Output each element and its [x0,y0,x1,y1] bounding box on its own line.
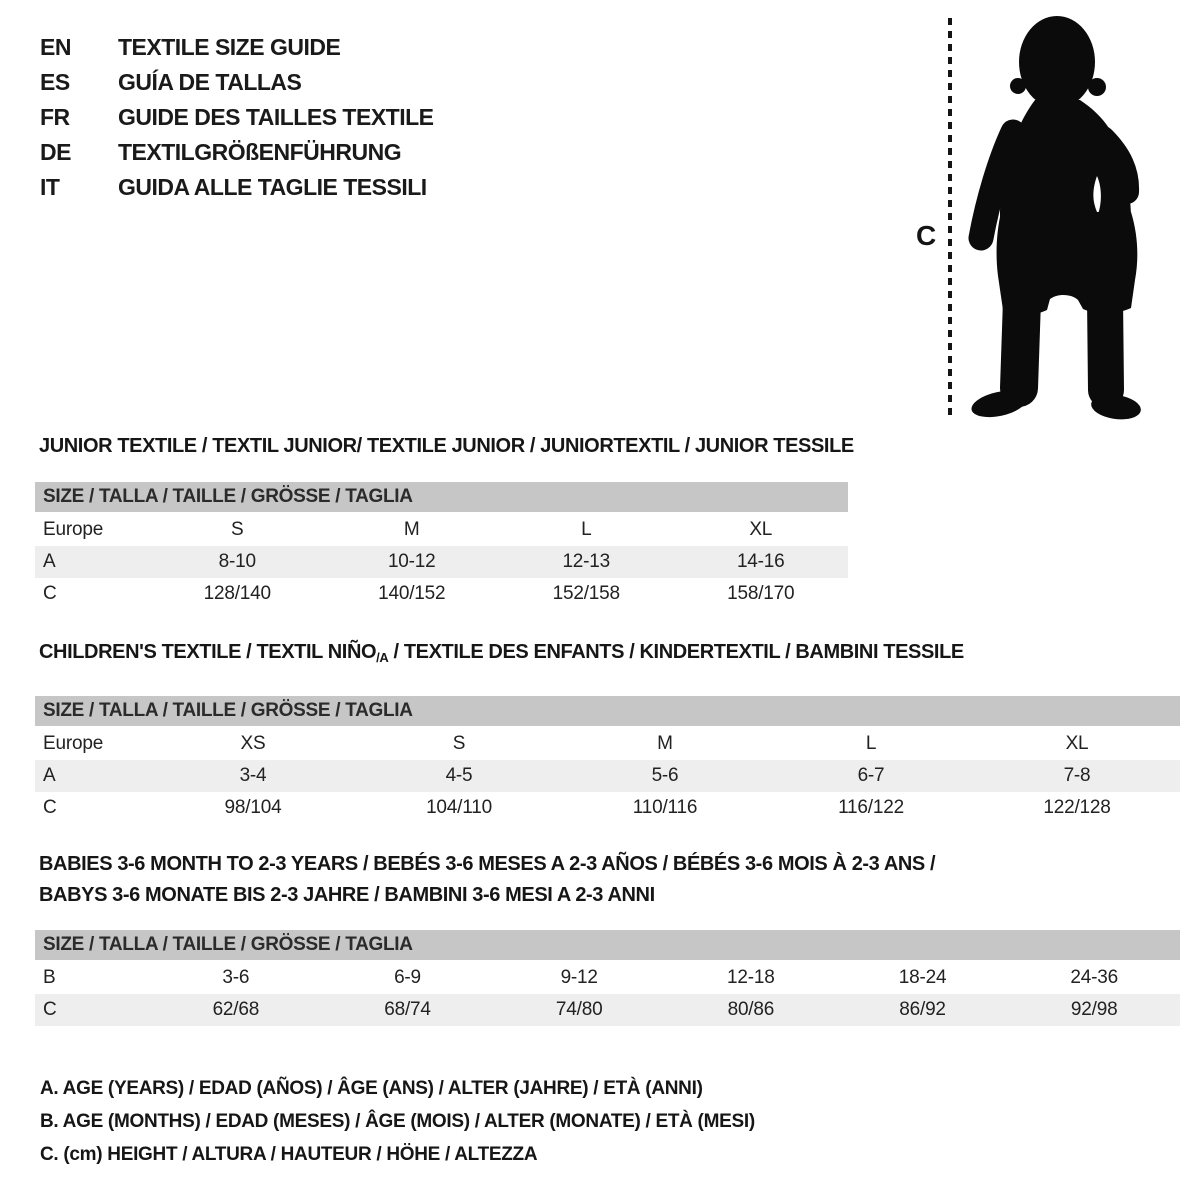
table-cell: 80/86 [727,999,775,1020]
children-heading-pre: CHILDREN'S TEXTILE / TEXTIL NIÑO [39,641,377,663]
language-code: DE [40,139,71,165]
table-cell: L [581,519,592,540]
language-row-en [40,30,434,65]
measure-legend [40,1072,755,1171]
language-code: EN [40,34,71,60]
table-row-age-months [35,962,1180,994]
table-cell: 128/140 [203,583,271,604]
table-cell: XL [1065,733,1089,754]
language-code: FR [40,104,70,130]
table-cell: 4-5 [445,765,473,786]
table-cell: XS [240,733,266,754]
table-cell: 158/170 [727,583,795,604]
childrens-textile-section [35,642,1180,824]
table-cell: 104/110 [426,797,492,818]
table-cell: 5-6 [651,765,679,786]
table-cell: 14-16 [736,551,785,572]
legend-line-a: A. AGE (YEARS) / EDAD (AÑOS) / ÂGE (ANS) / ALTER (JAHRE) / ETÀ (ANNI) [40,1078,703,1099]
table-cell: M [403,519,420,540]
children-section-heading [35,642,1180,668]
table-cell: 3-4 [239,765,267,786]
table-cell: 98/104 [224,797,282,818]
language-title: TEXTILGRÖßENFÜHRUNG [118,139,402,165]
table-cell: XL [749,519,773,540]
table-row-age-years [35,760,1180,792]
size-header-bar: SIZE / TALLA / TAILLE / GRÖSSE / TAGLIA [35,930,1180,960]
language-title: GUIDA ALLE TAGLIE TESSILI [118,174,427,200]
table-cell: 12-13 [562,551,611,572]
height-measure-figure [900,0,1200,430]
row-label: A [43,765,56,786]
table-cell: S [231,519,244,540]
babies-section-heading-line2: BABYS 3-6 MONATE BIS 2-3 JAHRE / BAMBINI 3-6 MESI A 2-3 ANNI [39,884,655,906]
table-row-height-cm [35,578,848,610]
legend-line-c: C. (cm) HEIGHT / ALTURA / HAUTEUR / HÖHE / ALTEZZA [40,1144,538,1165]
language-row-de [40,135,434,170]
table-cell: 92/98 [1070,999,1118,1020]
table-row-height-cm [35,994,1180,1026]
table-cell: 116/122 [838,797,904,818]
junior-textile-section [35,435,854,610]
measure-label-c: C [916,220,937,251]
table-cell: 152/158 [552,583,620,604]
row-label: Europe [43,519,104,540]
table-cell: L [865,733,877,754]
table-cell: 110/116 [632,797,698,818]
row-label: C [43,583,57,604]
row-label: A [43,551,56,572]
table-row-europe [35,728,1180,760]
table-row-height-cm [35,792,1180,824]
language-title: GUIDE DES TAILLES TEXTILE [118,104,434,130]
table-cell: 62/68 [212,999,260,1020]
table-cell: 68/74 [384,999,431,1020]
row-label: Europe [43,733,104,754]
table-cell: 6-7 [857,765,885,786]
babies-section-heading-line1: BABIES 3-6 MONTH TO 2-3 YEARS / BEBÉS 3-6 MESES A 2-3 AÑOS / BÉBÉS 3-6 MOIS À 2-3 ANS / [39,853,936,875]
language-title-list [40,30,434,205]
table-cell: 74/80 [555,999,603,1020]
language-row-it [40,170,434,205]
table-cell: 18-24 [898,967,947,988]
table-cell: 24-36 [1070,967,1118,988]
row-label: C [43,999,57,1020]
size-header-bar: SIZE / TALLA / TAILLE / GRÖSSE / TAGLIA [35,482,848,512]
language-row-fr [40,100,434,135]
language-code: ES [40,69,70,95]
baby-silhouette-icon [969,16,1142,422]
table-cell: 6-9 [394,967,421,988]
table-cell: 7-8 [1063,765,1091,786]
table-cell: 8-10 [218,551,256,572]
table-cell: 3-6 [222,967,250,988]
table-cell: 122/128 [1043,797,1111,818]
table-cell: 10-12 [387,551,436,572]
table-cell: S [452,733,466,754]
table-cell: 9-12 [560,967,598,988]
children-heading-post: / TEXTILE DES ENFANTS / KINDERTEXTIL / BAMBINI TESSILE [388,641,964,663]
babies-textile-section [35,849,1180,1026]
size-header-bar: SIZE / TALLA / TAILLE / GRÖSSE / TAGLIA [35,696,1180,726]
junior-section-heading: JUNIOR TEXTILE / TEXTIL JUNIOR/ TEXTILE JUNIOR / JUNIORTEXTIL / JUNIOR TESSILE [39,435,854,457]
row-label: B [43,967,56,988]
language-title: TEXTILE SIZE GUIDE [118,34,341,60]
table-cell: 86/92 [899,999,946,1020]
language-title: GUÍA DE TALLAS [118,69,302,95]
row-label: C [43,797,57,818]
language-code: IT [40,174,60,200]
language-row-es [40,65,434,100]
table-cell: 140/152 [378,583,446,604]
table-row-europe [35,514,848,546]
table-cell: 12-18 [727,967,775,988]
table-cell: M [657,733,673,754]
legend-line-b: B. AGE (MONTHS) / EDAD (MESES) / ÂGE (MOIS) / ALTER (MONATE) / ETÀ (MESI) [40,1111,755,1132]
children-heading-sub: /A [376,650,389,665]
table-row-age-years [35,546,848,578]
